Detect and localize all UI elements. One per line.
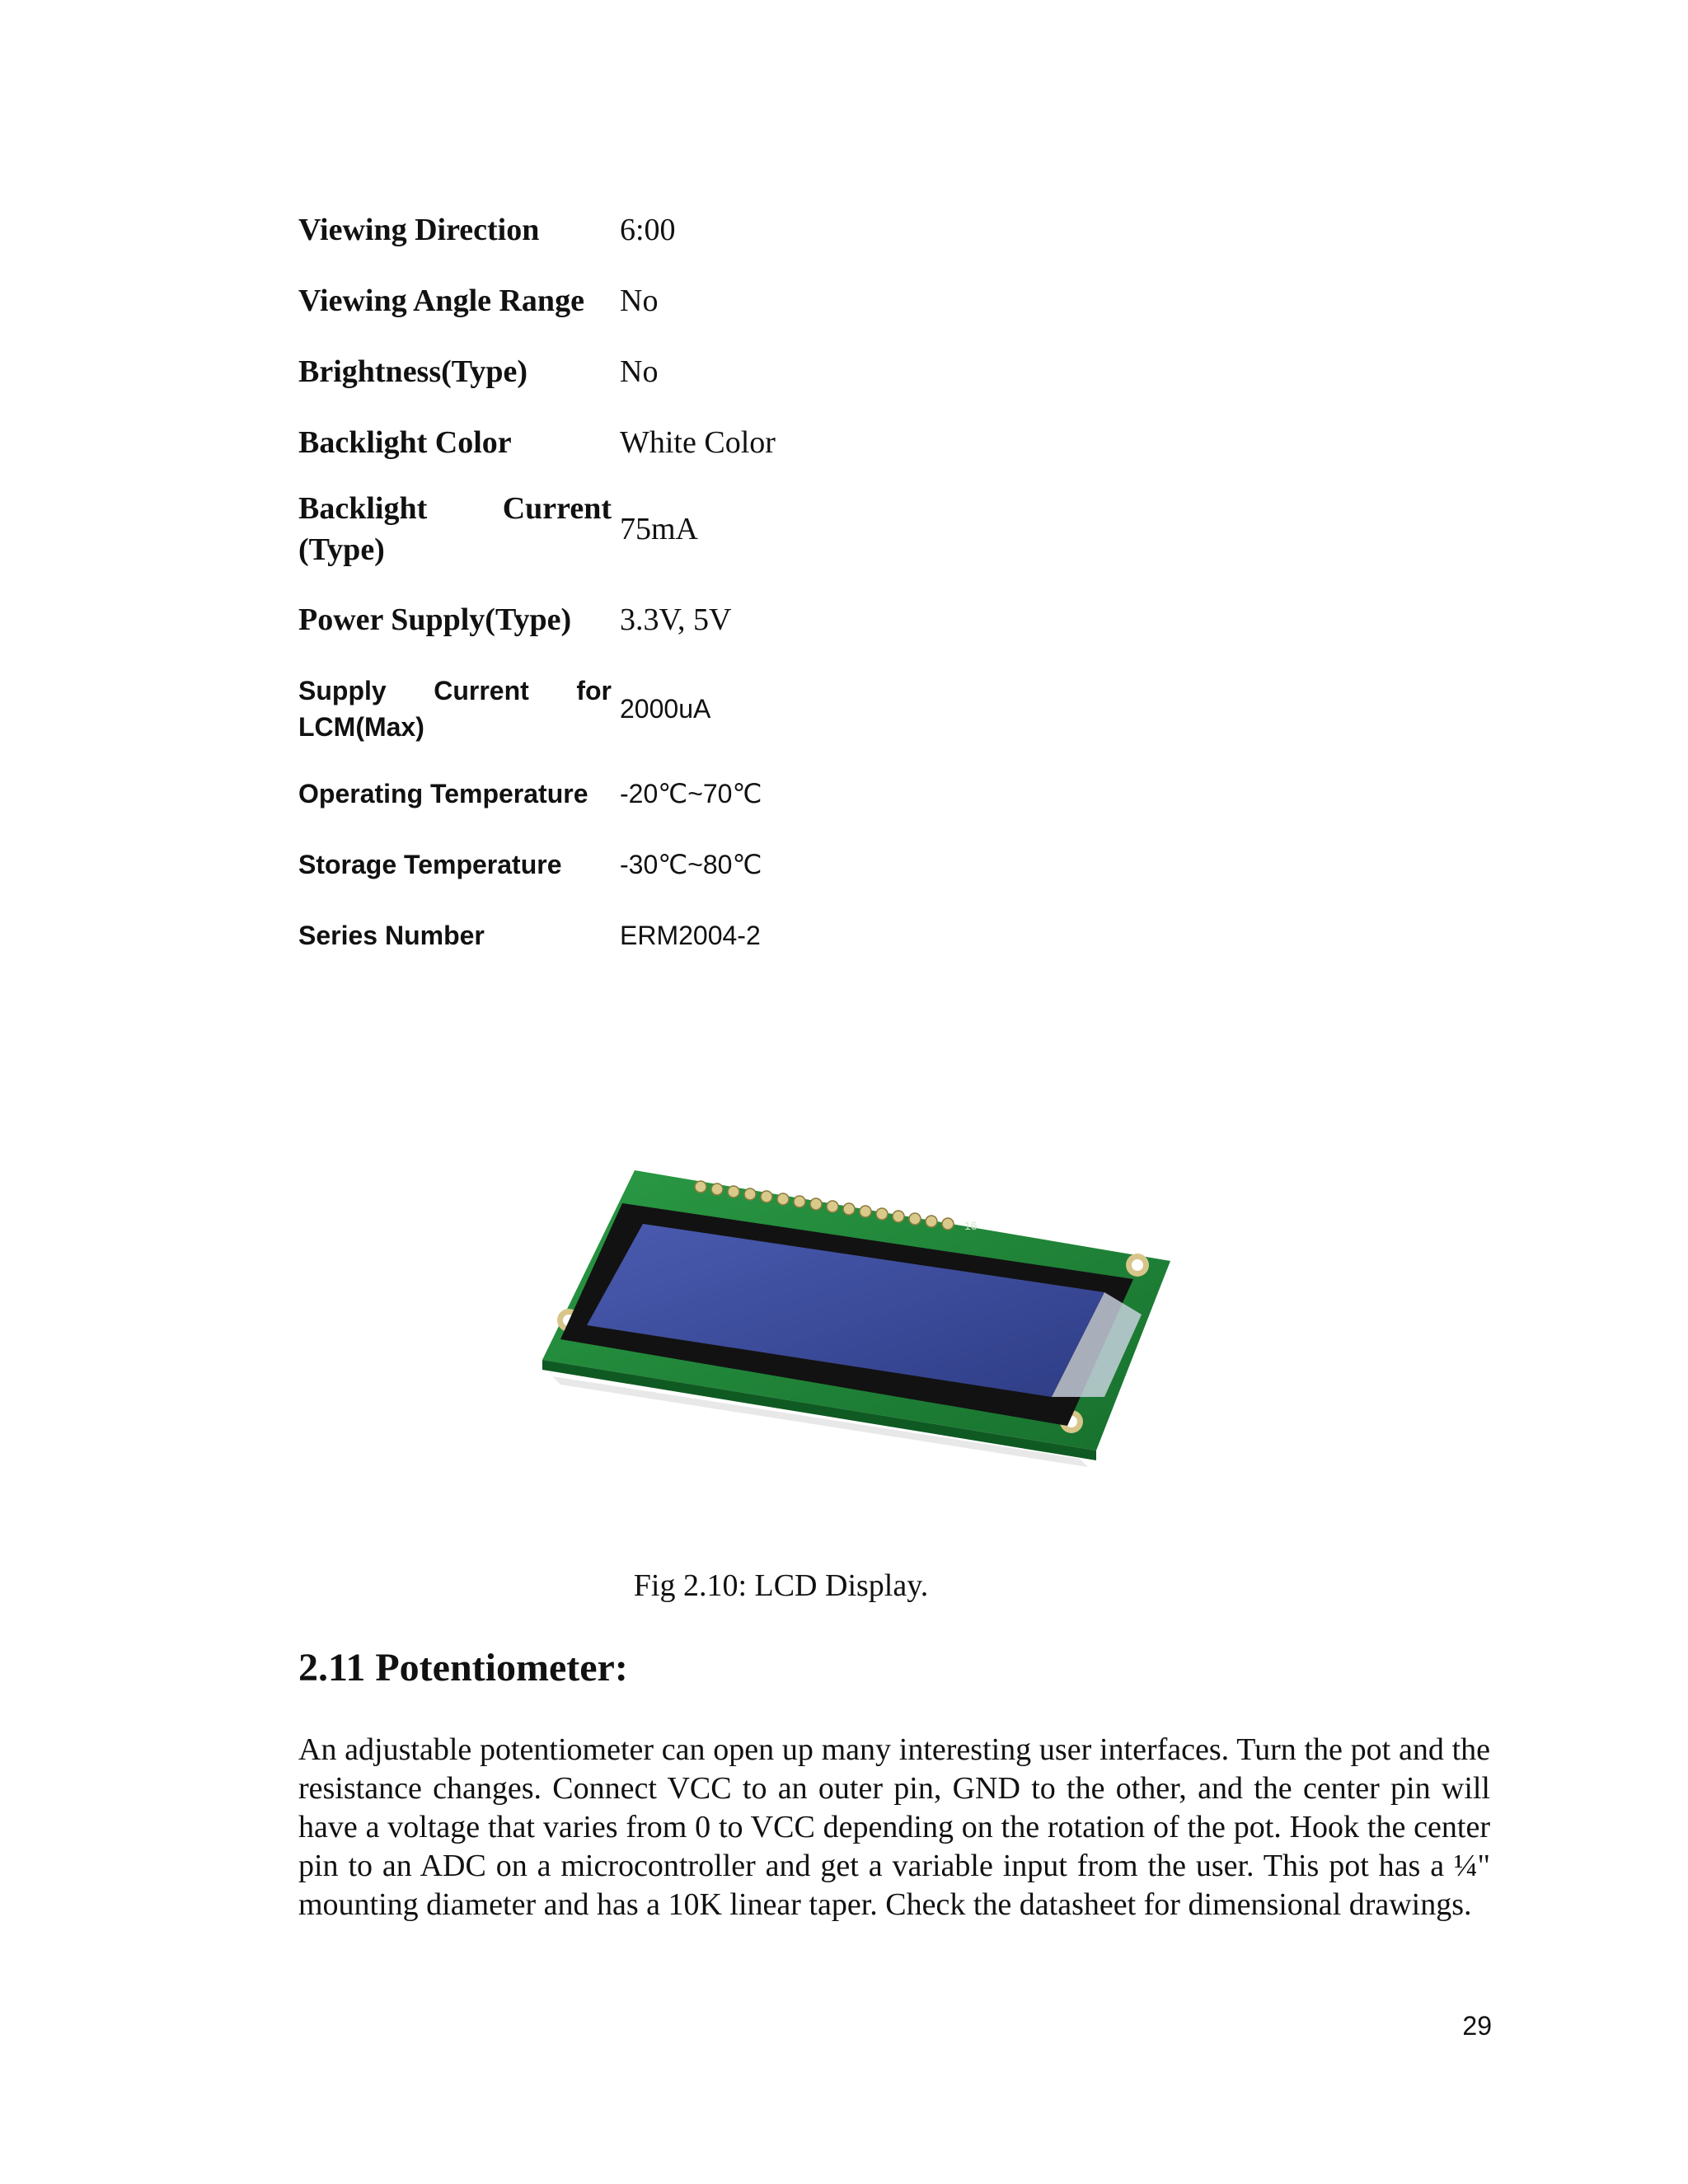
spec-value: -20℃~70℃ bbox=[620, 779, 762, 808]
spec-label: Brightness(Type) bbox=[298, 354, 528, 389]
spec-label: Operating Temperature bbox=[298, 779, 588, 808]
spec-value: 75mA bbox=[620, 512, 698, 546]
spec-row bbox=[298, 659, 892, 758]
spec-row bbox=[298, 900, 892, 971]
spec-row bbox=[298, 758, 892, 829]
spec-value: No bbox=[620, 284, 659, 318]
spec-value: -30℃~80℃ bbox=[620, 850, 762, 879]
spec-label: Viewing Direction bbox=[298, 213, 540, 247]
spec-label: Viewing Angle Range bbox=[298, 284, 584, 318]
spec-table bbox=[298, 194, 892, 971]
spec-row bbox=[298, 265, 892, 336]
spec-row bbox=[298, 407, 892, 478]
spec-label: Backlight Color bbox=[298, 425, 512, 460]
spec-value: ERM2004-2 bbox=[620, 921, 761, 950]
spec-label: Power Supply(Type) bbox=[298, 602, 572, 637]
spec-row bbox=[298, 580, 892, 659]
body-paragraph: An adjustable potentiometer can open up many interesting user interfaces. Turn the pot and the resistance changes. Connect VCC to an outer pin, GND to the other, and the center pin will have a voltage that varies from 0 to VCC depending on the rotation of the pot. Hook the center pin to an ADC on a microcontroller and get a variable input from the user. This pot has a ¼" mounting diameter and has a 10K linear taper. Check the datasheet for dimensional drawings. bbox=[298, 1732, 1490, 1922]
spec-value: No bbox=[620, 354, 659, 389]
spec-row bbox=[298, 194, 892, 265]
spec-value: 2000uA bbox=[620, 694, 711, 724]
spec-row bbox=[298, 478, 892, 580]
spec-value: 6:00 bbox=[620, 213, 676, 247]
lcd-display-image bbox=[528, 1137, 1195, 1483]
page-number: 29 bbox=[1462, 2011, 1492, 2041]
spec-label: Series Number bbox=[298, 921, 485, 950]
spec-value: White Color bbox=[620, 425, 776, 460]
spec-value: 3.3V, 5V bbox=[620, 602, 732, 637]
spec-row bbox=[298, 336, 892, 407]
spec-label: Storage Temperature bbox=[298, 850, 562, 879]
section-heading: 2.11 Potentiometer: bbox=[298, 1646, 628, 1690]
figure-caption: Fig 2.10: LCD Display. bbox=[633, 1568, 929, 1603]
pcb-marking: 16 bbox=[964, 1219, 978, 1232]
spec-row bbox=[298, 829, 892, 900]
spec-label: Backlight Current (Type) bbox=[298, 491, 612, 567]
spec-label: Supply Current for LCM(Max) bbox=[298, 676, 612, 742]
